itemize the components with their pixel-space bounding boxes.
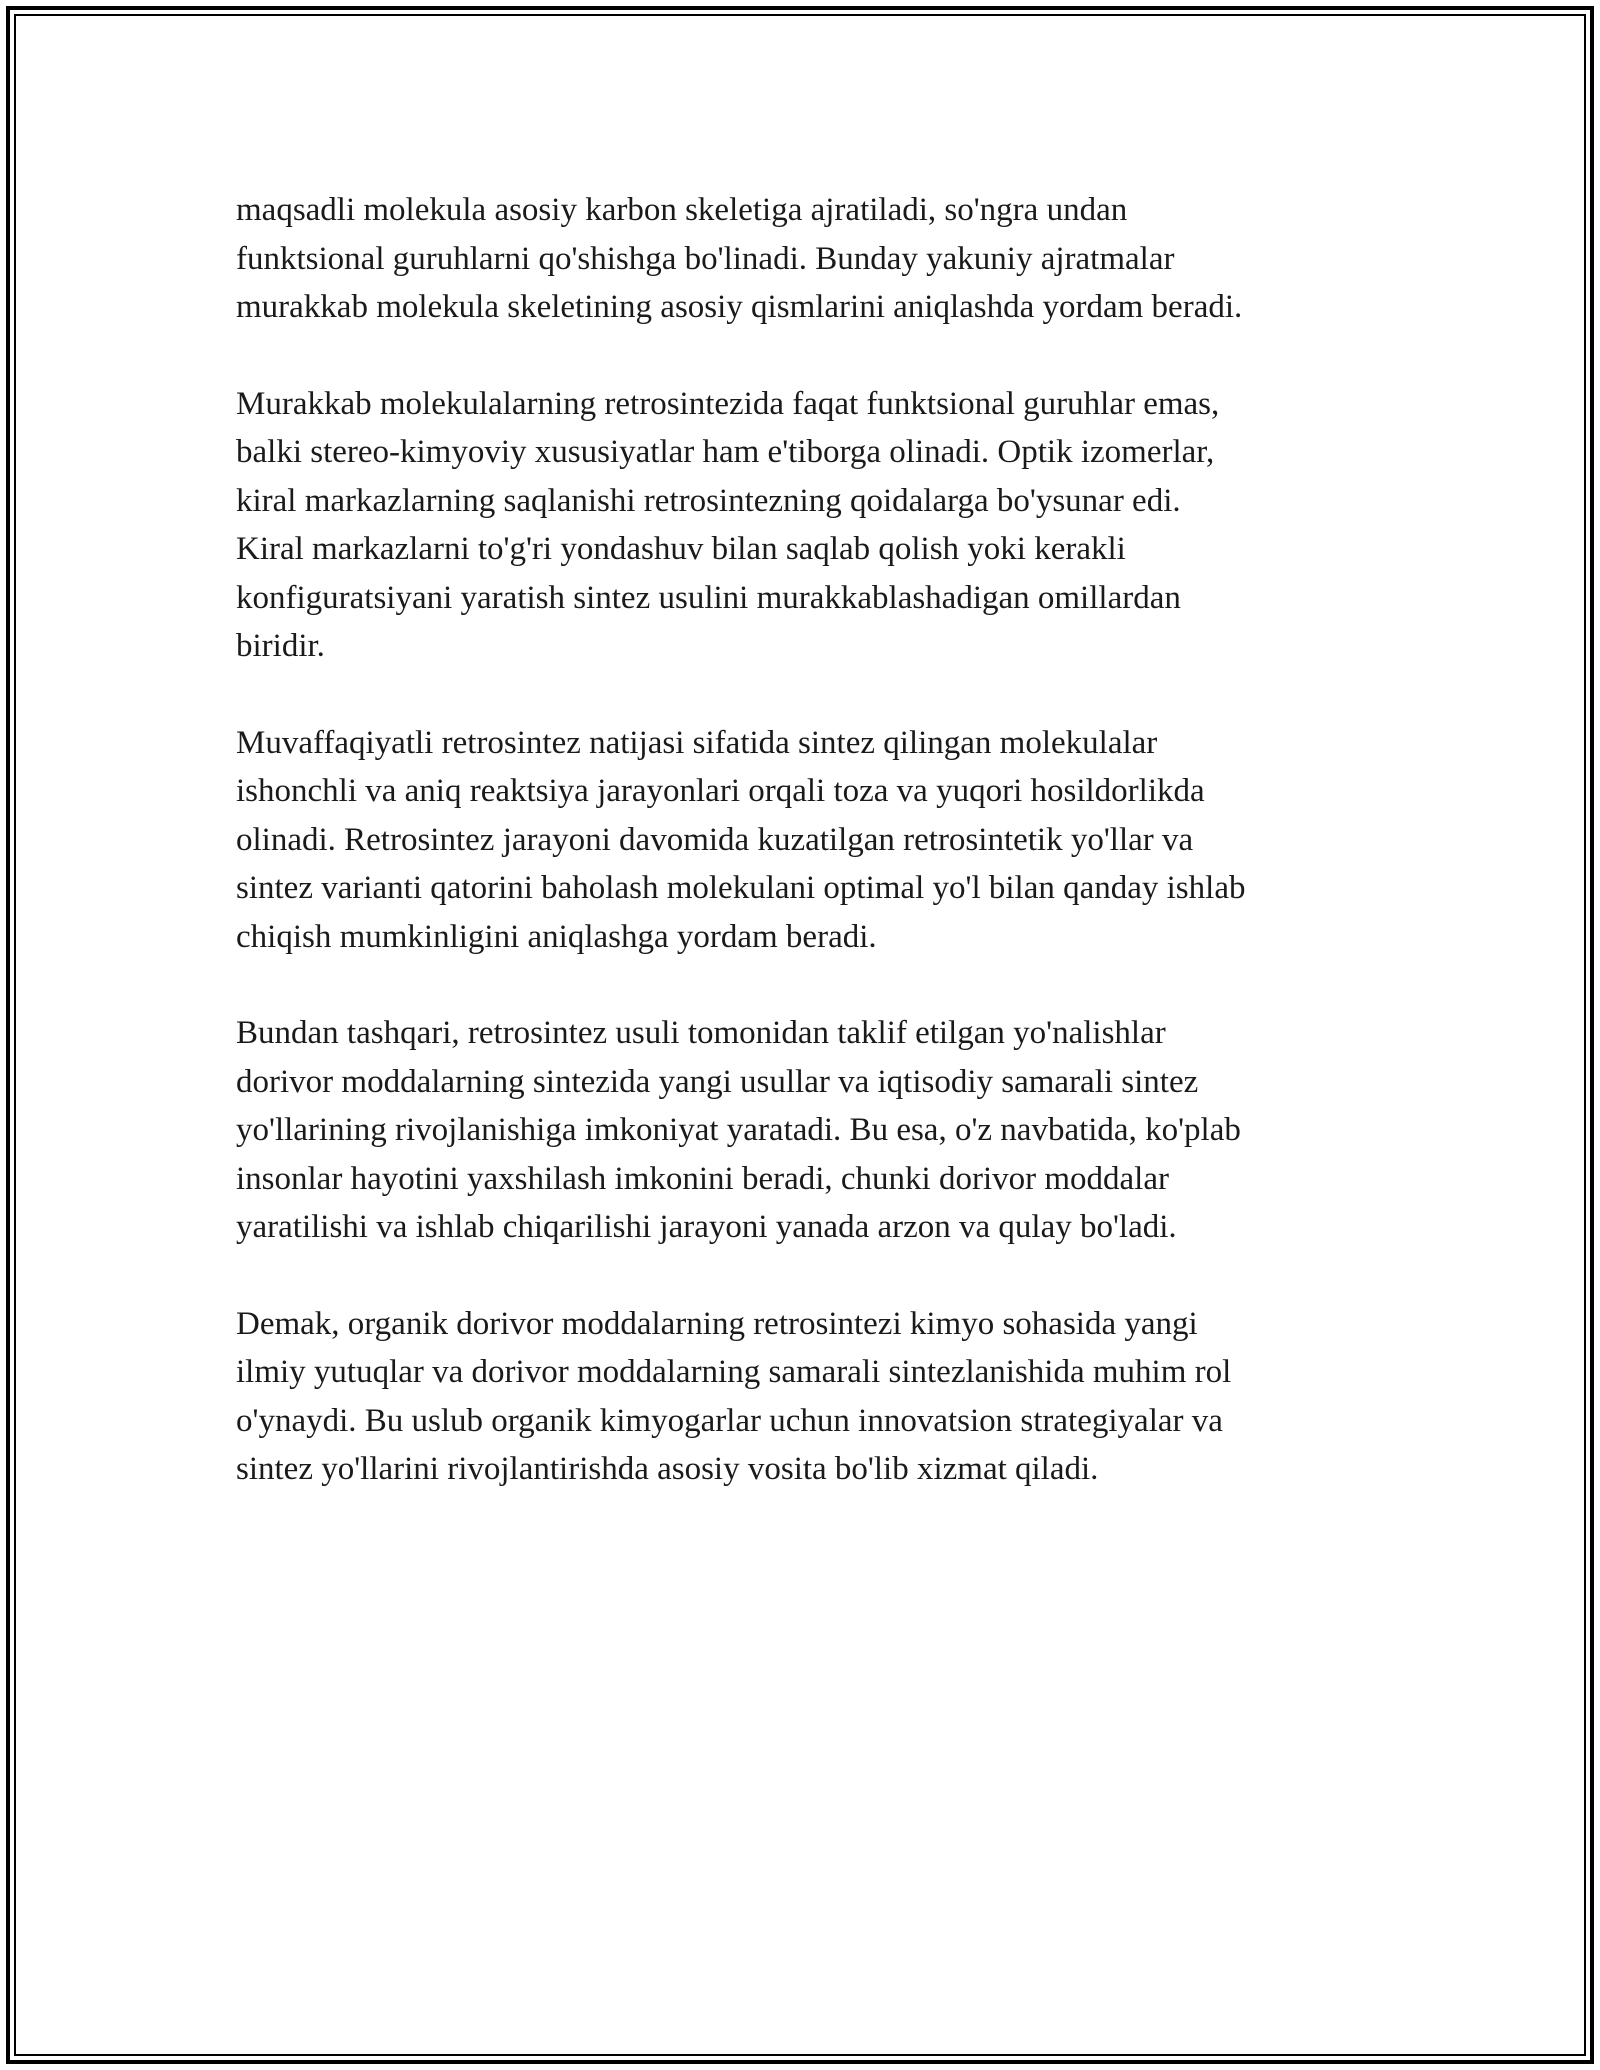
paragraph-5: Demak, organik dorivor moddalarning retrosintezi kimyo sohasida yangi ilmiy yutuqlar va dorivor moddalarning samarali sintezlanishida muhim rol o'ynaydi. Bu uslub organik kimyogarlar uchun innovatsion strategiyalar va sintez yo'llarini rivojlantirishda asosiy vosita bo'lib xizmat qiladi. bbox=[236, 1305, 1232, 1487]
document-body bbox=[236, 186, 1386, 1542]
paragraph-4: Bundan tashqari, retrosintez usuli tomonidan taklif etilgan yo'nalishlar dorivor moddalarning sintezida yangi usullar va iqtisodiy samarali sintez yo'llarining rivojlanishiga imkoniyat yaratadi. Bu esa, o'z navbatida, ko'plab insonlar hayotini yaxshilash imkonini beradi, chunki dorivor moddalar yaratilishi va ishlab chiqarilishi jarayoni yanada arzon va qulay bo'ladi. bbox=[236, 1015, 1241, 1245]
paragraph-3: Muvaffaqiyatli retrosintez natijasi sifatida sintez qilingan molekulalar ishonchli va aniq reaktsiya jarayonlari orqali toza va yuqori hosildorlikda olinadi. Retrosintez jarayoni davomida kuzatilgan retrosintetik yo'llar va sintez varianti qatorini baholash molekulani optimal yo'l bilan qanday ishlab chiqish mumkinligini aniqlashga yordam beradi. bbox=[236, 724, 1246, 955]
paragraph-2: Murakkab molekulalarning retrosintezida faqat funktsional guruhlar emas, balki stereo-kimyoviy xususiyatlar ham e'tiborga olinadi. Optik izomerlar, kiral markazlarning saqlanishi retrosintezning qoidalarga bo'ysunar edi. Kiral markazlarni to'g'ri yondashuv bilan saqlab qolish yoki kerakli konfiguratsiyani yaratish sintez usulini murakkablashadigan omillardan biridir. bbox=[236, 385, 1220, 664]
paragraph-1: maqsadli molekula asosiy karbon skeletiga ajratiladi, so'ngra undan funktsional guruhlarni qo'shishga bo'linadi. Bunday yakuniy ajratmalar murakkab molekula skeletining asosiy qismlarini aniqlashda yordam beradi. bbox=[236, 192, 1243, 325]
